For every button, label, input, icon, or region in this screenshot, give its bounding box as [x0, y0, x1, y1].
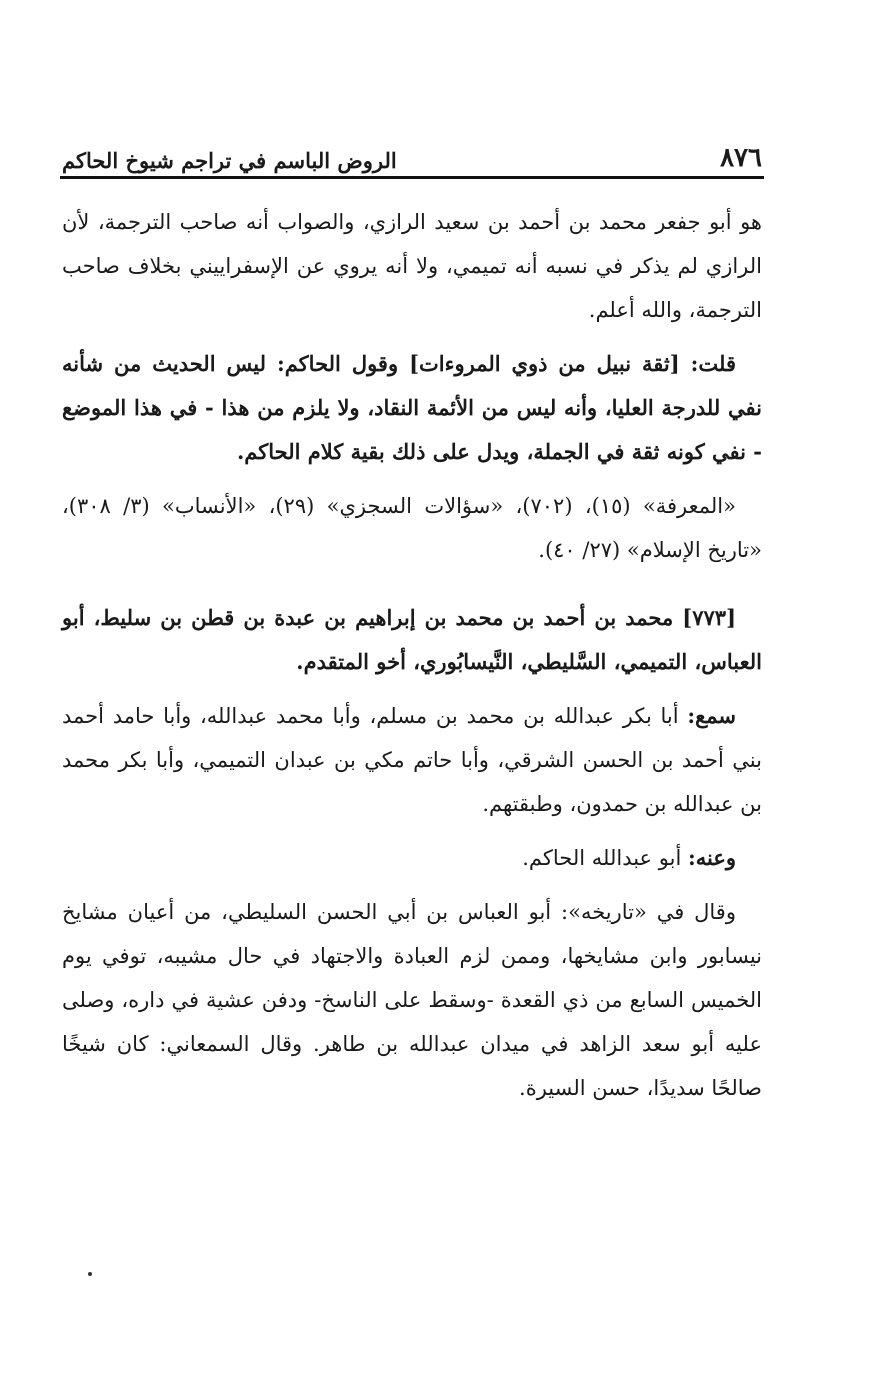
paragraph-text: أبا بكر عبدالله بن محمد بن مسلم، وأبا محمد عبدالله، وأبا حامد أحمد بني أحمد بن الحسن الشرقي، وأبا حاتم مكي بن عبدان التميمي، وأبا بكر محمد بن عبدالله بن حمدون، وطبقتهم.	[62, 704, 762, 816]
paragraph-lead: وعنه:	[687, 845, 736, 870]
paragraph-references	[62, 484, 762, 572]
scan-speck	[88, 1272, 92, 1276]
paragraph-teachers	[62, 694, 762, 826]
book-page	[62, 0, 762, 1385]
page-number: ٨٧٦	[720, 143, 762, 173]
paragraph-narrator-identification	[62, 200, 762, 332]
paragraph-biography	[62, 890, 762, 1110]
entry-heading	[62, 596, 762, 684]
header-divider	[60, 176, 764, 179]
paragraph-author-comment	[62, 342, 762, 474]
running-header	[62, 133, 762, 173]
paragraph-text: أبو عبدالله الحاكم.	[522, 846, 688, 870]
paragraph-text: هو أبو جفعر محمد بن أحمد بن سعيد الرازي، والصواب أنه صاحب الترجمة، لأن الرازي لم يذكر في نسبه أنه تميمي، ولا أنه يروي عن الإسفراييني بخلاف صاحب الترجمة، والله أعلم.	[62, 210, 762, 322]
paragraph-text: وقال في «تاريخه»: أبو العباس بن أبي الحسن السليطي، من أعيان مشايخ نيسابور وابن مشايخها، وممن لزم العبادة والاجتهاد في حال مشيبه، توفي يوم الخميس السابع من ذي القعدة -وسقط على الناسخ- ودفن عشية في داره، وصلى عليه أبو سعد الزاهد في ميدان عبدالله بن طاهر. وقال السمعاني: كان شيخًا صالحًا سديدًا، حسن السيرة.	[62, 900, 762, 1100]
paragraph-text: قلت: [ثقة نبيل من ذوي المروءات] وقول الحاكم: ليس الحديث من شأنه نفي للدرجة العليا، وأنه ليس من الأئمة النقاد، ولا يلزم من هذا - في هذا الموضع - نفي كونه ثقة في الجملة، ويدل على ذلك بقية كلام الحاكم.	[62, 351, 762, 464]
page-body	[62, 200, 762, 1120]
paragraph-text: «المعرفة» (١٥)، (٧٠٢)، «سؤالات السجزي» (٢٩)، «الأنساب» (٣/ ٣٠٨)، «تاريخ الإسلام» (٢٧/ ٤٠).	[62, 494, 762, 562]
book-title: الروض الباسم في تراجم شيوخ الحاكم	[62, 148, 397, 173]
paragraph-students	[62, 836, 762, 880]
paragraph-lead: سمع:	[687, 703, 736, 728]
entry-heading-text: [٧٧٣] محمد بن أحمد بن محمد بن إبراهيم بن عبدة بن قطن بن سليط، أبو العباس، التميمي، السَّليطي، النَّيسابُوري، أخو المتقدم.	[62, 605, 762, 674]
